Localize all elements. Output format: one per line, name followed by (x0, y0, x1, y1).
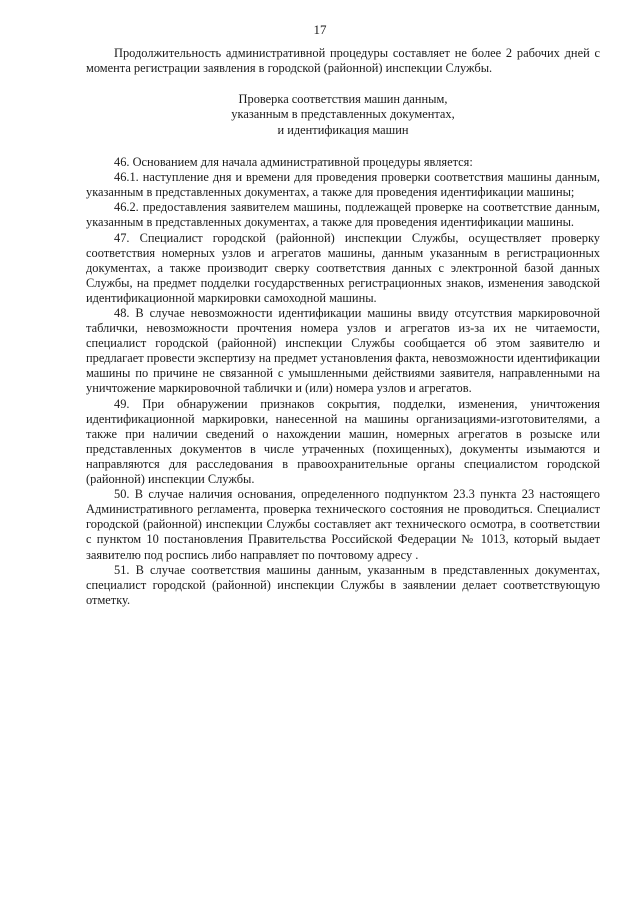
paragraph-48: 48. В случае невозможности идентификации машины ввиду отсутствия маркировочной таблички, невозможности прочтения номера узлов и агрегатов из-за их не читаемости, специалист городской (районной) инспекции Службы сообщается об этом заявителю и предлагает провести экспертизу на предмет установления факта, невозможности идентификации машины по причине не связанной с умышленными действиями заявителя, направленными на уничтожение маркировочной таблички и (или) номера узлов и агрегатов. (86, 306, 600, 396)
document-body (86, 46, 600, 608)
paragraph-49: 49. При обнаружении признаков сокрытия, подделки, изменения, уничтожения идентификационной маркировки, нанесенной на машины организациями-изготовителями, а также при наличии сведений о нахождении машин, номерных агрегатов в розыске или представленных документов в числе утраченных (похищенных), документы изымаются и направляются для расследования в правоохранительные органы специалистом городской (районной) инспекции Службы. (86, 396, 600, 487)
heading-line: указанным в представленных документах, (231, 107, 455, 122)
section-heading (86, 92, 600, 138)
heading-line: и идентификация машин (277, 122, 409, 137)
paragraph-46-1: 46.1. наступление дня и времени для проведения проверки соответствия машины данным, указанным в представленных документах, а также для проведения идентификации машины; (86, 170, 600, 200)
paragraph-47: 47. Специалист городской (районной) инспекции Службы, осуществляет проверку соответствия номерных узлов и агрегатов машины, данным указанным в регистрационных документах, а также производит сверку соответствия данных с электронной базой данных Службы, на предмет подделки государственных регистрационных знаков, изменения заводской идентификационной маркировки самоходной машины. (86, 230, 600, 305)
paragraph-51: 51. В случае соответствия машины данным, указанным в представленных документах, специалист городской (районной) инспекции Службы в заявлении делает соответствующую отметку. (86, 562, 600, 607)
paragraph-46: 46. Основанием для начала административной процедуры является: (114, 155, 473, 170)
page-number: 17 (313, 22, 327, 37)
paragraph-50: 50. В случае наличия основания, определенного подпунктом 23.3 пункта 23 настоящего Административного регламента, проверка технического состояния не проводиться. Специалист городской (районной) инспекции Службы составляет акт технического осмотра, в соответствии с пунктом 10 постановления Правительства Российской Федерации № 1013, который выдает заявителю под роспись либо направляет по почтовому адресу . (86, 487, 600, 562)
heading-line: Проверка соответствия машин данным, (238, 92, 448, 107)
paragraph-46-2: 46.2. предоставления заявителем машины, подлежащей проверке на соответствие данным, указанным в представленных документах, а также для проведения идентификации машины. (86, 200, 600, 230)
intro-paragraph: Продолжительность административной процедуры составляет не более 2 рабочих дней с момента регистрации заявления в городской (районной) инспекции Службы. (86, 46, 600, 76)
